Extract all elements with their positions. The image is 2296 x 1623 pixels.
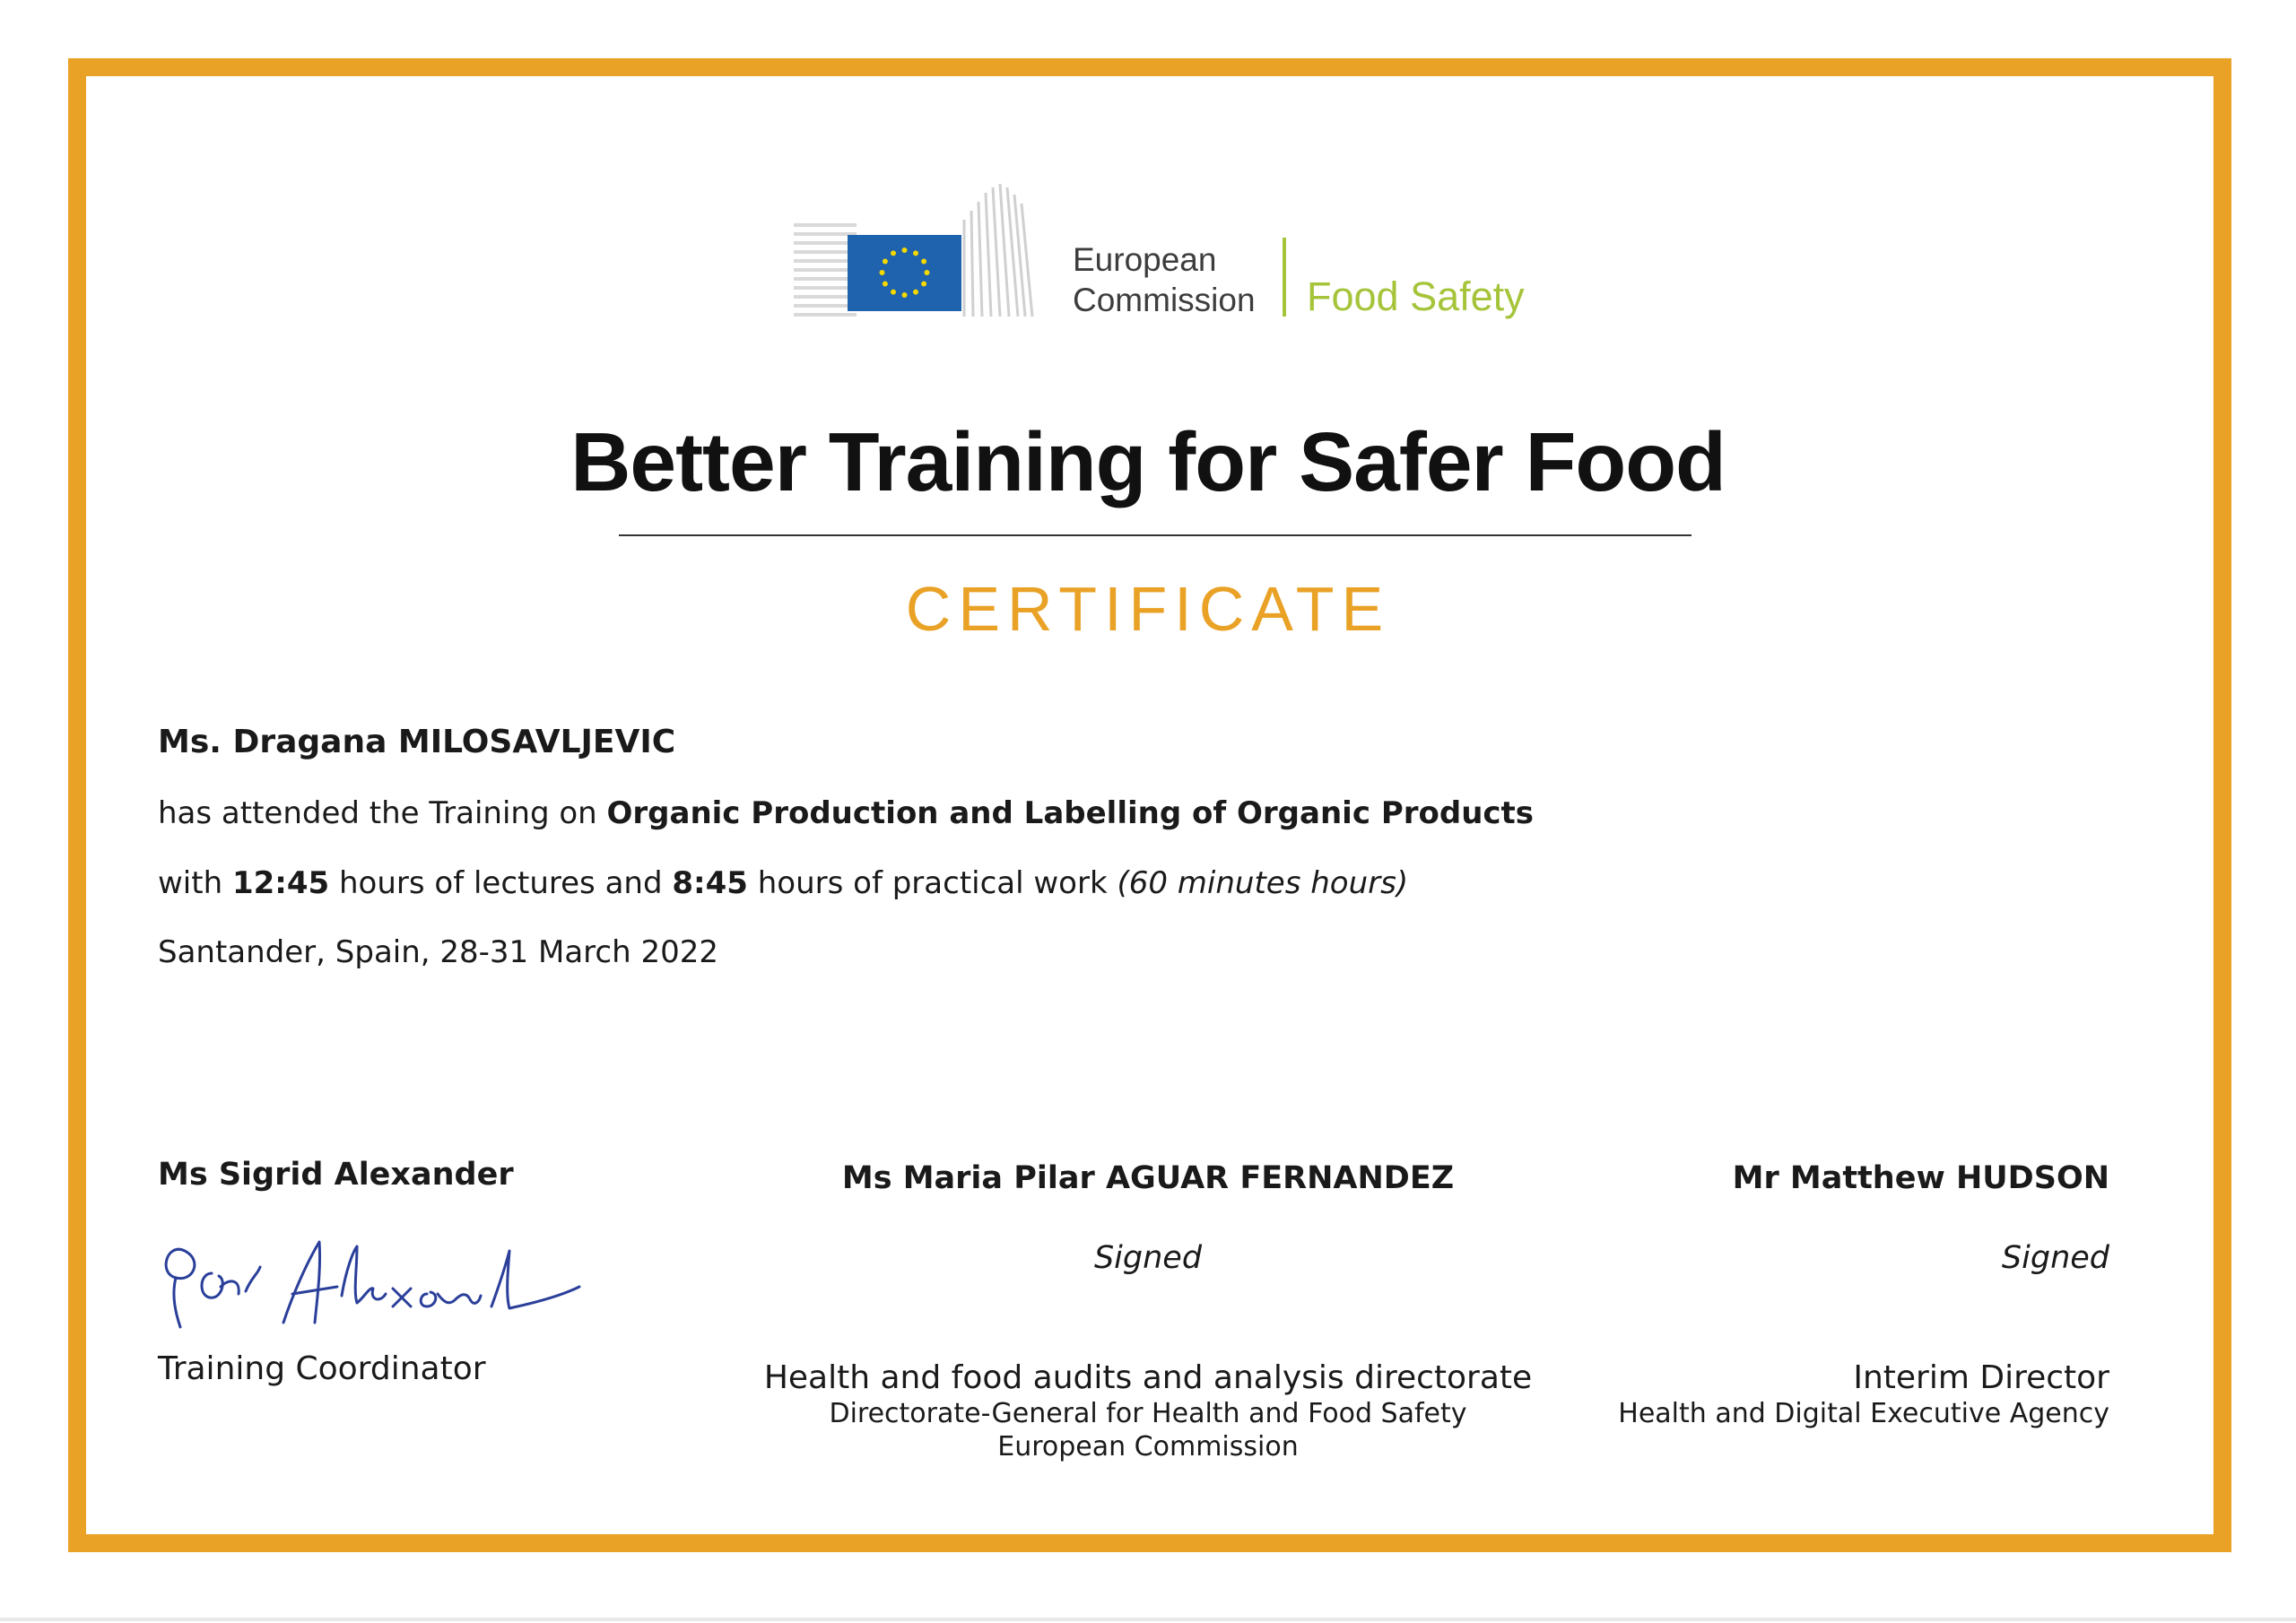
food-safety-wordmark: Food Safety xyxy=(1307,273,1525,319)
certificate-label: CERTIFICATE xyxy=(905,574,1391,644)
handwritten-signature xyxy=(158,1224,597,1336)
training-name: Organic Production and Labelling of Organic Products xyxy=(606,795,1535,831)
eu-flag xyxy=(848,235,961,311)
signatory-right-role: Interim Director xyxy=(1853,1359,2109,1396)
attendance-line xyxy=(158,794,1534,833)
hours-mid: hours of lectures and xyxy=(329,865,673,901)
signatory-right-org-line-1: Health and Digital Executive Agency xyxy=(1618,1398,2109,1429)
signatory-left-role: Training Coordinator xyxy=(158,1350,486,1387)
signatory-right-signed: Signed xyxy=(2001,1240,2109,1276)
signatory-center-signed: Signed xyxy=(1093,1240,1203,1276)
org-line-1: European xyxy=(1073,241,1217,278)
hours-prefix: with xyxy=(158,865,232,901)
attendance-prefix: has attended the Training on xyxy=(158,795,607,831)
scan-edge xyxy=(0,1618,2296,1621)
signatory-center-name: Ms Maria Pilar AGUAR FERNANDEZ xyxy=(841,1160,1455,1196)
eu-stars-icon xyxy=(848,235,961,311)
ec-food-safety-logo xyxy=(794,184,1529,327)
place-date: Santander, Spain, 28-31 March 2022 xyxy=(158,934,718,970)
hours-suffix: hours of practical work xyxy=(747,865,1118,901)
title-underline xyxy=(619,534,1692,536)
hours-line xyxy=(158,864,1408,903)
signatory-center-role: Health and food audits and analysis directorate xyxy=(763,1359,1533,1396)
signatory-center-org-line-2: European Commission xyxy=(997,1431,1299,1462)
lecture-hours: 12:45 xyxy=(231,865,330,901)
signatory-center-org-line-1: Directorate-General for Health and Food Safety xyxy=(829,1398,1467,1429)
practical-hours: 8:45 xyxy=(672,865,748,901)
signatory-right-name: Mr Matthew HUDSON xyxy=(1732,1160,2109,1196)
certificate-title: Better Training for Safer Food xyxy=(570,415,1726,508)
org-line-2: Commission xyxy=(1073,282,1256,318)
european-commission-wordmark xyxy=(1073,239,1256,320)
hours-note: (60 minutes hours) xyxy=(1117,865,1409,901)
signatory-left-name: Ms Sigrid Alexander xyxy=(158,1157,514,1193)
recipient-name: Ms. Dragana MILOSAVLJEVIC xyxy=(158,724,676,760)
logo-divider xyxy=(1283,238,1286,317)
